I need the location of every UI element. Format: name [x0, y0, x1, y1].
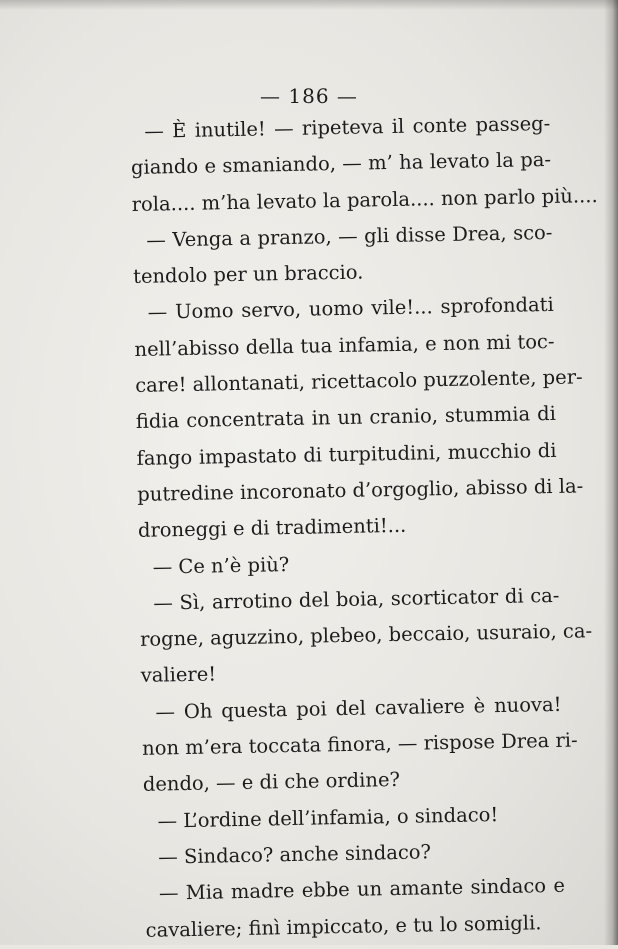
- text-line: — Sì, arrotino del boia, scorticator di ca-: [153, 583, 560, 615]
- text-line: — Ce n’è più?: [152, 552, 290, 579]
- text-line: rola.... m’ha levato la parola.... non parlo più....: [131, 183, 598, 216]
- text-line: — Mia madre ebbe un amante sindaco e: [158, 874, 566, 905]
- body-text: [130, 106, 598, 949]
- text-line: giando e smaniando, — m’ ha levato la pa-: [130, 148, 552, 180]
- page-binding-shadow: [604, 0, 618, 945]
- text-line: non m’era toccata finora, — rispose Drea ri-: [141, 728, 578, 760]
- page-number: — 186 —: [260, 84, 358, 108]
- text-line: droneggi e di tradimenti!...: [137, 514, 407, 543]
- text-line: — L’ordine dell’infamia, o sindaco!: [157, 802, 499, 833]
- text-line: fidia concentrata in un cranio, stummia di: [135, 402, 557, 434]
- text-line: valiere!: [140, 662, 217, 688]
- text-line: nell’abisso della tua infamia, e non mi toc-: [134, 329, 555, 361]
- text-line: rogne, aguzzino, plebeo, beccaio, usuraio, ca-: [139, 619, 593, 652]
- text-line: — Oh questa poi del cavaliere è nuova!: [155, 692, 562, 724]
- text-line: care! allontanati, ricettacolo puzzolente, per-: [134, 365, 583, 398]
- text-line: putredine incoronato d’orgoglio, abisso di la-: [137, 474, 584, 506]
- text-line: fango impastato di turpitudini, mucchio di: [136, 438, 557, 470]
- text-line: tendolo per un braccio.: [132, 260, 364, 289]
- text-line: cavaliere; finì impiccato, e tu lo somigli.: [145, 910, 542, 942]
- text-line: dendo, — e di che ordine?: [142, 768, 401, 797]
- text-line: — Venga a pranzo, — gli disse Drea, sco-: [146, 220, 553, 252]
- page-top-shadow: [0, 0, 618, 10]
- text-line: — Sindaco? anche sindaco?: [158, 840, 432, 869]
- text-line: — È inutile! — ripeteva il conte passeg-: [144, 111, 551, 143]
- text-line: — Uomo servo, uomo vile!... sprofondati: [147, 293, 554, 325]
